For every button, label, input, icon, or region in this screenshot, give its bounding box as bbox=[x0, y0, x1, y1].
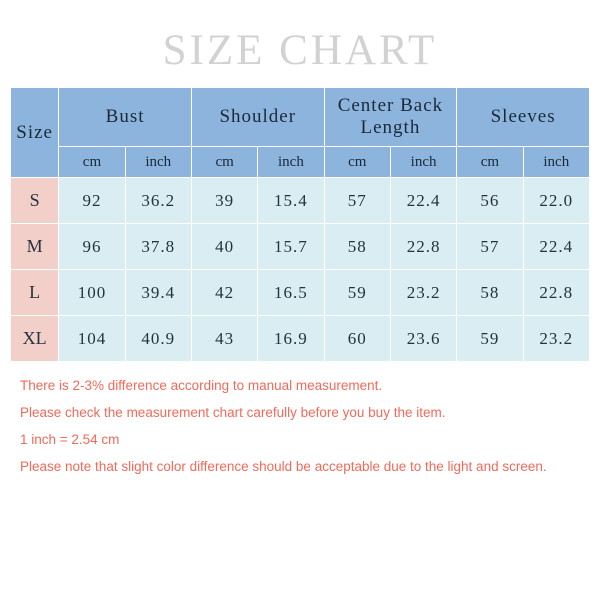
header-unit-sleeves-inch: inch bbox=[523, 147, 589, 178]
cell-sleeves-inch: 22.0 bbox=[523, 178, 589, 224]
note-line: Please note that slight color difference should be acceptable due to the light and screen. bbox=[20, 459, 547, 475]
cell-shoulder-cm: 42 bbox=[191, 270, 257, 316]
header-unit-shoulder-cm: cm bbox=[191, 147, 257, 178]
table-row bbox=[11, 270, 590, 316]
cell-bust-inch: 36.2 bbox=[125, 178, 191, 224]
header-unit-bust-inch: inch bbox=[125, 147, 191, 178]
row-size-label: XL bbox=[11, 316, 59, 362]
page-title: SIZE CHART bbox=[162, 27, 438, 74]
cell-sleeves-inch: 23.2 bbox=[523, 316, 589, 362]
cell-bust-cm: 100 bbox=[59, 270, 125, 316]
note-line: Please check the measurement chart carefully before you buy the item. bbox=[20, 405, 446, 421]
cell-cbl-inch: 23.2 bbox=[390, 270, 456, 316]
header-group-bust: Bust bbox=[59, 88, 192, 147]
cell-bust-inch: 39.4 bbox=[125, 270, 191, 316]
cell-bust-cm: 96 bbox=[59, 224, 125, 270]
notes-block bbox=[20, 372, 580, 480]
row-size-label: S bbox=[11, 178, 59, 224]
cell-bust-inch: 37.8 bbox=[125, 224, 191, 270]
cell-bust-inch: 40.9 bbox=[125, 316, 191, 362]
header-group-sleeves: Sleeves bbox=[457, 88, 590, 147]
cell-cbl-cm: 60 bbox=[324, 316, 390, 362]
cell-cbl-cm: 59 bbox=[324, 270, 390, 316]
cell-sleeves-inch: 22.8 bbox=[523, 270, 589, 316]
header-unit-cbl-inch: inch bbox=[390, 147, 456, 178]
cell-cbl-inch: 22.4 bbox=[390, 178, 456, 224]
cell-shoulder-cm: 43 bbox=[191, 316, 257, 362]
cell-cbl-inch: 23.6 bbox=[390, 316, 456, 362]
table-row bbox=[11, 316, 590, 362]
note-line: 1 inch = 2.54 cm bbox=[20, 432, 120, 448]
cell-bust-cm: 92 bbox=[59, 178, 125, 224]
cell-bust-cm: 104 bbox=[59, 316, 125, 362]
header-size: Size bbox=[11, 88, 59, 178]
row-size-label: L bbox=[11, 270, 59, 316]
cell-cbl-cm: 57 bbox=[324, 178, 390, 224]
cell-shoulder-inch: 15.7 bbox=[258, 224, 324, 270]
cell-sleeves-inch: 22.4 bbox=[523, 224, 589, 270]
table-row bbox=[11, 178, 590, 224]
header-group-shoulder: Shoulder bbox=[191, 88, 324, 147]
cell-shoulder-inch: 16.9 bbox=[258, 316, 324, 362]
cell-shoulder-cm: 39 bbox=[191, 178, 257, 224]
size-chart-table bbox=[10, 87, 590, 362]
table-row bbox=[11, 224, 590, 270]
cell-cbl-inch: 22.8 bbox=[390, 224, 456, 270]
header-group-center-back-length: Center Back Length bbox=[324, 88, 457, 147]
cell-shoulder-cm: 40 bbox=[191, 224, 257, 270]
cell-sleeves-cm: 57 bbox=[457, 224, 523, 270]
cell-sleeves-cm: 56 bbox=[457, 178, 523, 224]
header-unit-sleeves-cm: cm bbox=[457, 147, 523, 178]
cell-cbl-cm: 58 bbox=[324, 224, 390, 270]
header-unit-bust-cm: cm bbox=[59, 147, 125, 178]
cell-sleeves-cm: 58 bbox=[457, 270, 523, 316]
cell-shoulder-inch: 15.4 bbox=[258, 178, 324, 224]
header-unit-shoulder-inch: inch bbox=[258, 147, 324, 178]
cell-sleeves-cm: 59 bbox=[457, 316, 523, 362]
cell-shoulder-inch: 16.5 bbox=[258, 270, 324, 316]
table-header-unit-row bbox=[11, 147, 590, 178]
table-header-group-row bbox=[11, 88, 590, 147]
row-size-label: M bbox=[11, 224, 59, 270]
header-unit-cbl-cm: cm bbox=[324, 147, 390, 178]
note-line: There is 2-3% difference according to manual measurement. bbox=[20, 378, 383, 394]
